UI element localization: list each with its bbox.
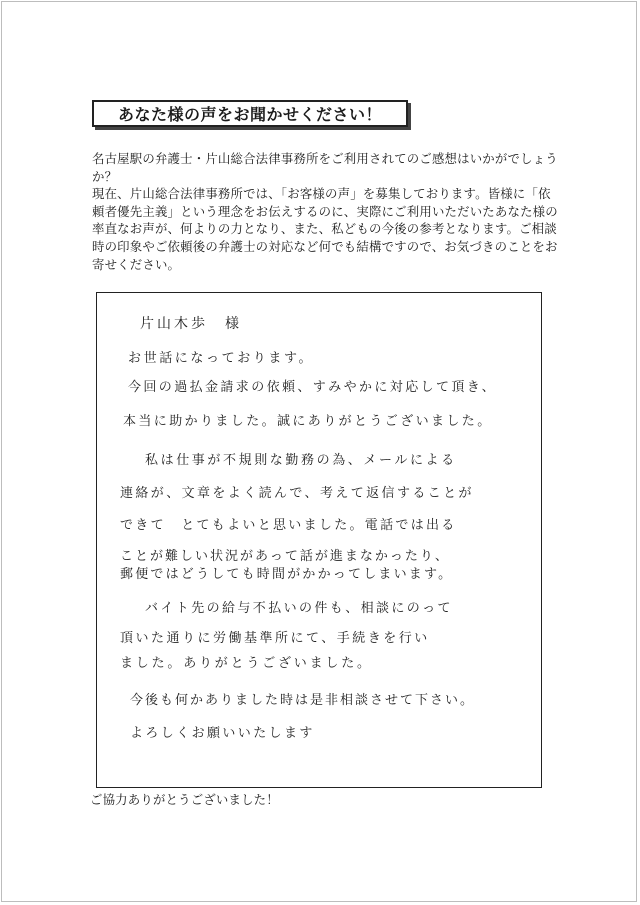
letter-line: 今後も何かありました時は是非相談させて下さい。 (130, 693, 476, 708)
intro-text (92, 150, 562, 273)
letter-line: お世話になっております。 (128, 351, 315, 366)
letter-line: できて とてもよいと思いました。電話では出る (120, 518, 457, 533)
letter-line: 私は仕事が不規則な勤務の為、メールによる (145, 453, 457, 468)
letter-addressee: 片山木歩 様 (140, 316, 242, 332)
closing-thanks: ご協力ありがとうございました！ (90, 792, 279, 807)
letter-line: 頂いた通りに労働基準所にて、手続きを行い (120, 631, 430, 646)
letter-line: ことが難しい状況があって話が進まなかったり、 (120, 549, 450, 564)
letter-line: よろしくお願いいたします (130, 726, 315, 741)
page-title-text: あなた様の声をお聞かせください！ (117, 105, 382, 124)
letter-line: 連絡が、文章をよく読んで、考えて返信することが (120, 486, 474, 501)
intro-paragraph: 現在、片山総合法律事務所では、「お客様の声」を募集しております。皆様に「依頼者優先主義」という理念をお伝えするのに、実際にご利用いただいたあなた様の率直なお声が、何よりの力となり、また、私どもの今後の参考となります。ご相談時の印象やご依頼後の弁護士の対応など何でも結構ですので、お気づきのことをお寄せください。 (92, 186, 558, 272)
letter-line: 郵便ではどうしても時間がかかってしまいます。 (120, 567, 454, 582)
letter-line: バイト先の給与不払いの件も、相談にのって (145, 601, 453, 616)
handwritten-letter-box (96, 292, 542, 788)
letter-line: ました。ありがとうございました。 (120, 656, 373, 671)
letter-line: 今回の過払金請求の依頼、すみやかに対応して頂き、 (128, 380, 498, 395)
intro-paragraph: 名古屋駅の弁護士・片山総合法律事務所をご利用されてのご感想はいかがでしょうか？ (92, 151, 558, 184)
page-title (92, 100, 408, 127)
letter-line: 本当に助かりました。誠にありがとうございました。 (123, 414, 493, 429)
